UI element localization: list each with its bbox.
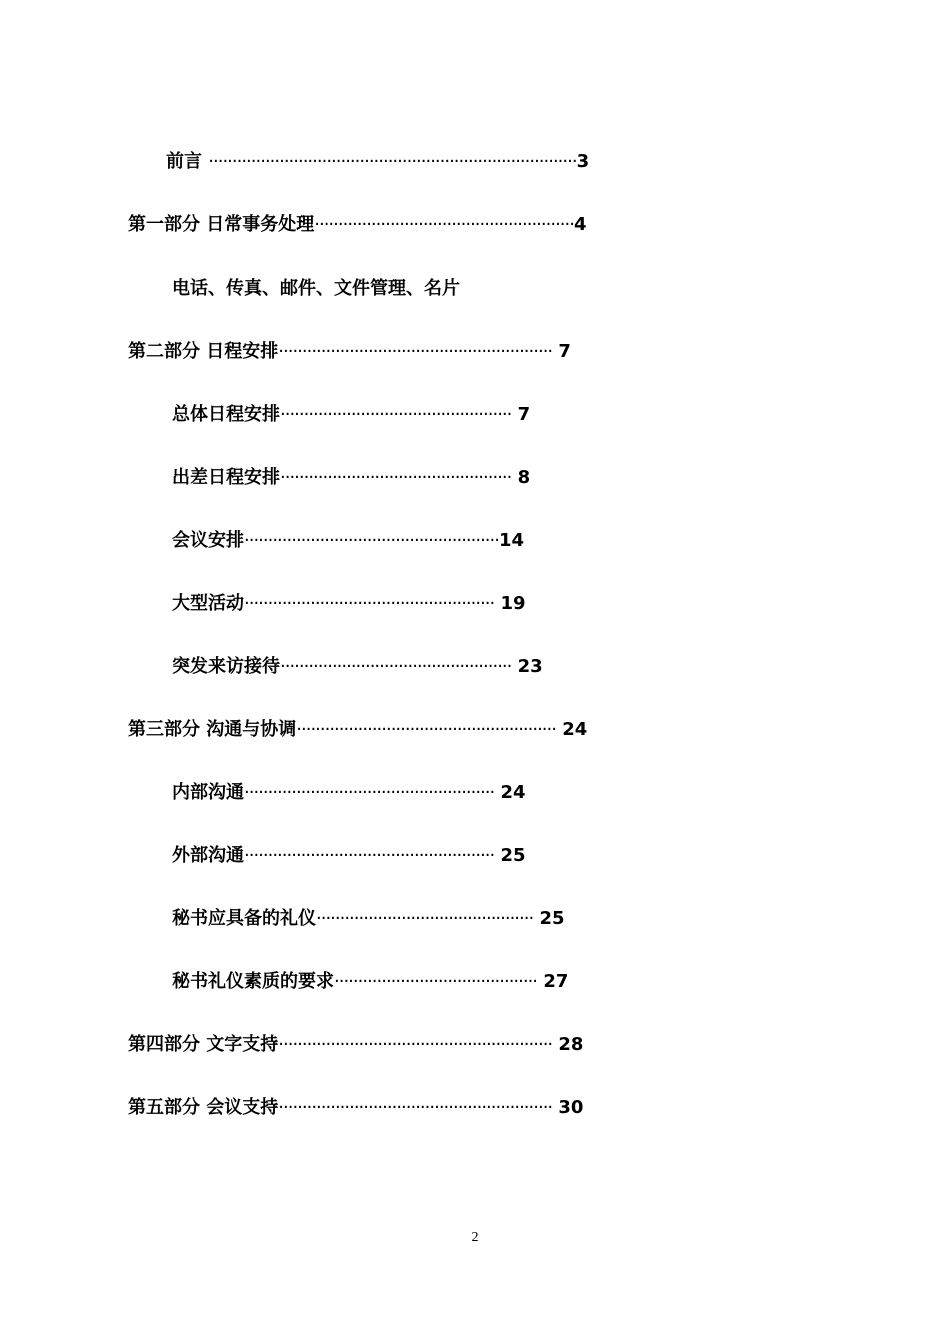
toc-entry-page: 24 bbox=[555, 719, 588, 740]
toc-leader-dots: ·························································· bbox=[278, 341, 553, 362]
toc-entry-page: 30 bbox=[552, 1097, 584, 1118]
toc-leader-dots: ······················································· bbox=[314, 214, 574, 235]
toc-entry-unexpected-visitors bbox=[172, 655, 543, 679]
toc-entry-page: 24 bbox=[494, 782, 526, 803]
toc-entry-title: 突发来访接待 bbox=[172, 656, 280, 677]
toc-entry-part-2 bbox=[128, 340, 571, 364]
toc-entry-page: 8 bbox=[511, 467, 531, 488]
toc-entry-part-3 bbox=[128, 718, 587, 742]
toc-entry-page: 3 bbox=[576, 151, 590, 172]
toc-leader-dots: ····················································· bbox=[244, 845, 495, 866]
toc-leader-dots: ················································· bbox=[280, 656, 512, 677]
toc-entry-title: 第五部分 会议支持 bbox=[128, 1097, 279, 1118]
toc-entry-page: 7 bbox=[552, 341, 571, 362]
toc-leader-dots: ····················································· bbox=[244, 782, 495, 803]
toc-entry-external-communication bbox=[172, 844, 526, 868]
toc-entry-meeting-arrangement bbox=[172, 529, 524, 553]
toc-entry-page: 27 bbox=[537, 971, 569, 992]
toc-entry-business-trip-schedule bbox=[172, 466, 530, 490]
toc-entry-title: 前言 bbox=[166, 151, 209, 172]
toc-entry-page: 28 bbox=[552, 1034, 584, 1055]
toc-entry-preface bbox=[166, 150, 589, 174]
toc-entry-etiquette-requirements bbox=[172, 970, 568, 994]
toc-leader-dots: ·············································· bbox=[316, 908, 534, 929]
toc-entry-title: 会议安排 bbox=[172, 530, 244, 551]
toc-entry-title: 秘书礼仪素质的要求 bbox=[172, 971, 334, 992]
toc-leader-dots: ················································· bbox=[280, 404, 512, 425]
toc-entry-part-1 bbox=[128, 213, 587, 237]
toc-entry-overall-schedule bbox=[172, 403, 530, 427]
toc-leader-dots: ······················································· bbox=[296, 719, 556, 740]
toc-entry-page: 23 bbox=[511, 656, 543, 677]
toc-entry-page: 19 bbox=[494, 593, 526, 614]
toc-entry-large-events bbox=[172, 592, 526, 616]
toc-entry-title: 第二部分 日程安排 bbox=[128, 341, 279, 362]
page-number: 2 bbox=[471, 1230, 479, 1245]
toc-entry-title: 出差日程安排 bbox=[172, 467, 280, 488]
toc-leader-dots: ················································· bbox=[280, 467, 512, 488]
toc-leader-dots: ·············································································· bbox=[208, 151, 577, 172]
toc-entry-page: 14 bbox=[498, 530, 525, 551]
toc-entry-title: 第三部分 沟通与协调 bbox=[128, 719, 297, 740]
toc-entry-title: 第一部分 日常事务处理 bbox=[128, 214, 315, 235]
toc-entry-internal-communication bbox=[172, 781, 526, 805]
toc-leader-dots: ··········································· bbox=[334, 971, 538, 992]
toc-entry-part-1-subtopics bbox=[172, 277, 460, 301]
toc-entry-title: 电话、传真、邮件、文件管理、名片 bbox=[172, 278, 460, 299]
toc-entry-page: 4 bbox=[573, 214, 587, 235]
toc-leader-dots: ······················································ bbox=[244, 530, 499, 551]
toc-entry-title: 内部沟通 bbox=[172, 782, 244, 803]
toc-entry-page: 7 bbox=[511, 404, 531, 425]
toc-entry-title: 外部沟通 bbox=[172, 845, 244, 866]
toc-entry-page: 25 bbox=[533, 908, 565, 929]
toc-entry-part-4 bbox=[128, 1033, 583, 1057]
toc-leader-dots: ····················································· bbox=[244, 593, 495, 614]
toc-leader-dots: ·························································· bbox=[278, 1097, 553, 1118]
toc-entry-part-5 bbox=[128, 1096, 583, 1120]
toc-entry-title: 总体日程安排 bbox=[172, 404, 280, 425]
toc-leader-dots: ·························································· bbox=[278, 1034, 553, 1055]
toc-entry-title: 大型活动 bbox=[172, 593, 244, 614]
toc-entry-title: 秘书应具备的礼仪 bbox=[172, 908, 316, 929]
toc-entry-secretary-etiquette bbox=[172, 907, 565, 931]
toc-entry-page: 25 bbox=[494, 845, 526, 866]
toc-entry-title: 第四部分 文字支持 bbox=[128, 1034, 279, 1055]
